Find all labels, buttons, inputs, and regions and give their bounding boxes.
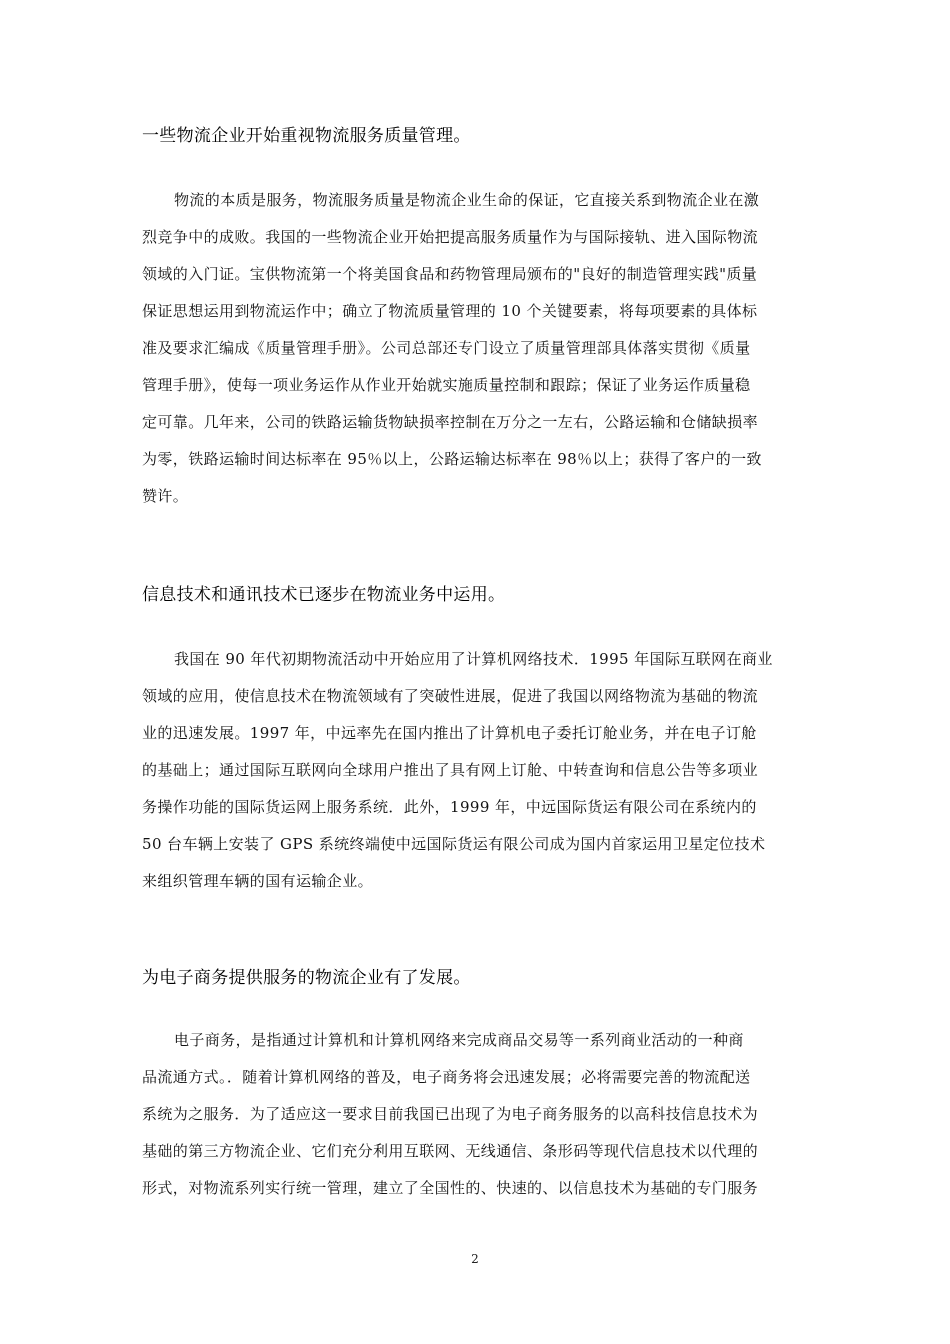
section-heading: 信息技术和通讯技术已逐步在物流业务中运用。	[142, 585, 506, 605]
paragraph-line: 定可靠。几年来，公司的铁路运输货物缺损率控制在万分之一左右，公路运输和仓储缺损率	[142, 413, 759, 431]
paragraph-line: 赞许。	[142, 487, 189, 505]
paragraph-line: 领域的应用，使信息技术在物流领域有了突破性进展，促进了我国以网络物流为基础的物流	[142, 687, 759, 705]
paragraph-line: 业的迅速发展。1997 年，中远率先在国内推出了计算机电子委托订舱业务，并在电子订舱	[142, 724, 757, 742]
paragraph-line: 务操作功能的国际货运网上服务系统．此外，1999 年，中远国际货运有限公司在系统内的	[142, 798, 757, 816]
page-number: 2	[471, 1252, 479, 1266]
paragraph-line: 品流通方式。．随着计算机网络的普及，电子商务将会迅速发展；必将需要完善的物流配送	[142, 1068, 751, 1086]
paragraph-line: 系统为之服务．为了适应这一要求目前我国已出现了为电子商务服务的以高科技信息技术为	[142, 1105, 759, 1123]
paragraph-line: 烈竞争中的成败。我国的一些物流企业开始把提高服务质量作为与国际接轨、进入国际物流	[142, 228, 759, 246]
section-heading: 为电子商务提供服务的物流企业有了发展。	[142, 968, 471, 988]
section-paragraph	[142, 182, 762, 515]
paragraph-line: 基础的第三方物流企业、它们充分利用互联网、无线通信、条形码等现代信息技术以代理的	[142, 1142, 759, 1160]
paragraph-line: 保证思想运用到物流运作中；确立了物流质量管理的 10 个关键要素，将每项要素的具体标	[142, 302, 758, 320]
paragraph-line: 物流的本质是服务，物流服务质量是物流企业生命的保证，它直接关系到物流企业在激	[174, 191, 760, 209]
section-heading: 一些物流企业开始重视物流服务质量管理。	[142, 126, 471, 146]
paragraph-line: 我国在 90 年代初期物流活动中开始应用了计算机网络技术．1995 年国际互联网在商业	[174, 650, 773, 668]
section-paragraph	[142, 1022, 758, 1207]
paragraph-line: 的基础上；通过国际互联网向全球用户推出了具有网上订舱、中转查询和信息公告等多项业	[142, 761, 759, 779]
paragraph-line: 50 台车辆上安装了 GPS 系统终端使中远国际货运有限公司成为国内首家运用卫星定位技术	[142, 835, 766, 853]
paragraph-line: 准及要求汇编成《质量管理手册》。公司总部还专门设立了质量管理部具体落实贯彻《质量	[142, 339, 751, 357]
paragraph-line: 电子商务，是指通过计算机和计算机网络来完成商品交易等一系列商业活动的一种商	[174, 1031, 744, 1049]
paragraph-line: 形式，对物流系列实行统一管理，建立了全国性的、快速的、以信息技术为基础的专门服务	[142, 1179, 759, 1197]
paragraph-line: 为零，铁路运输时间达标率在 95％以上，公路运输达标率在 98％以上；获得了客户的一致	[142, 450, 762, 468]
section-paragraph	[142, 641, 773, 900]
paragraph-line: 管理手册》，使每一项业务运作从作业开始就实施质量控制和跟踪；保证了业务运作质量稳	[142, 376, 751, 394]
paragraph-line: 来组织管理车辆的国有运输企业。	[142, 872, 374, 890]
paragraph-line: 领域的入门证。宝供物流第一个将美国食品和药物管理局颁布的"良好的制造管理实践"质量	[142, 265, 758, 283]
